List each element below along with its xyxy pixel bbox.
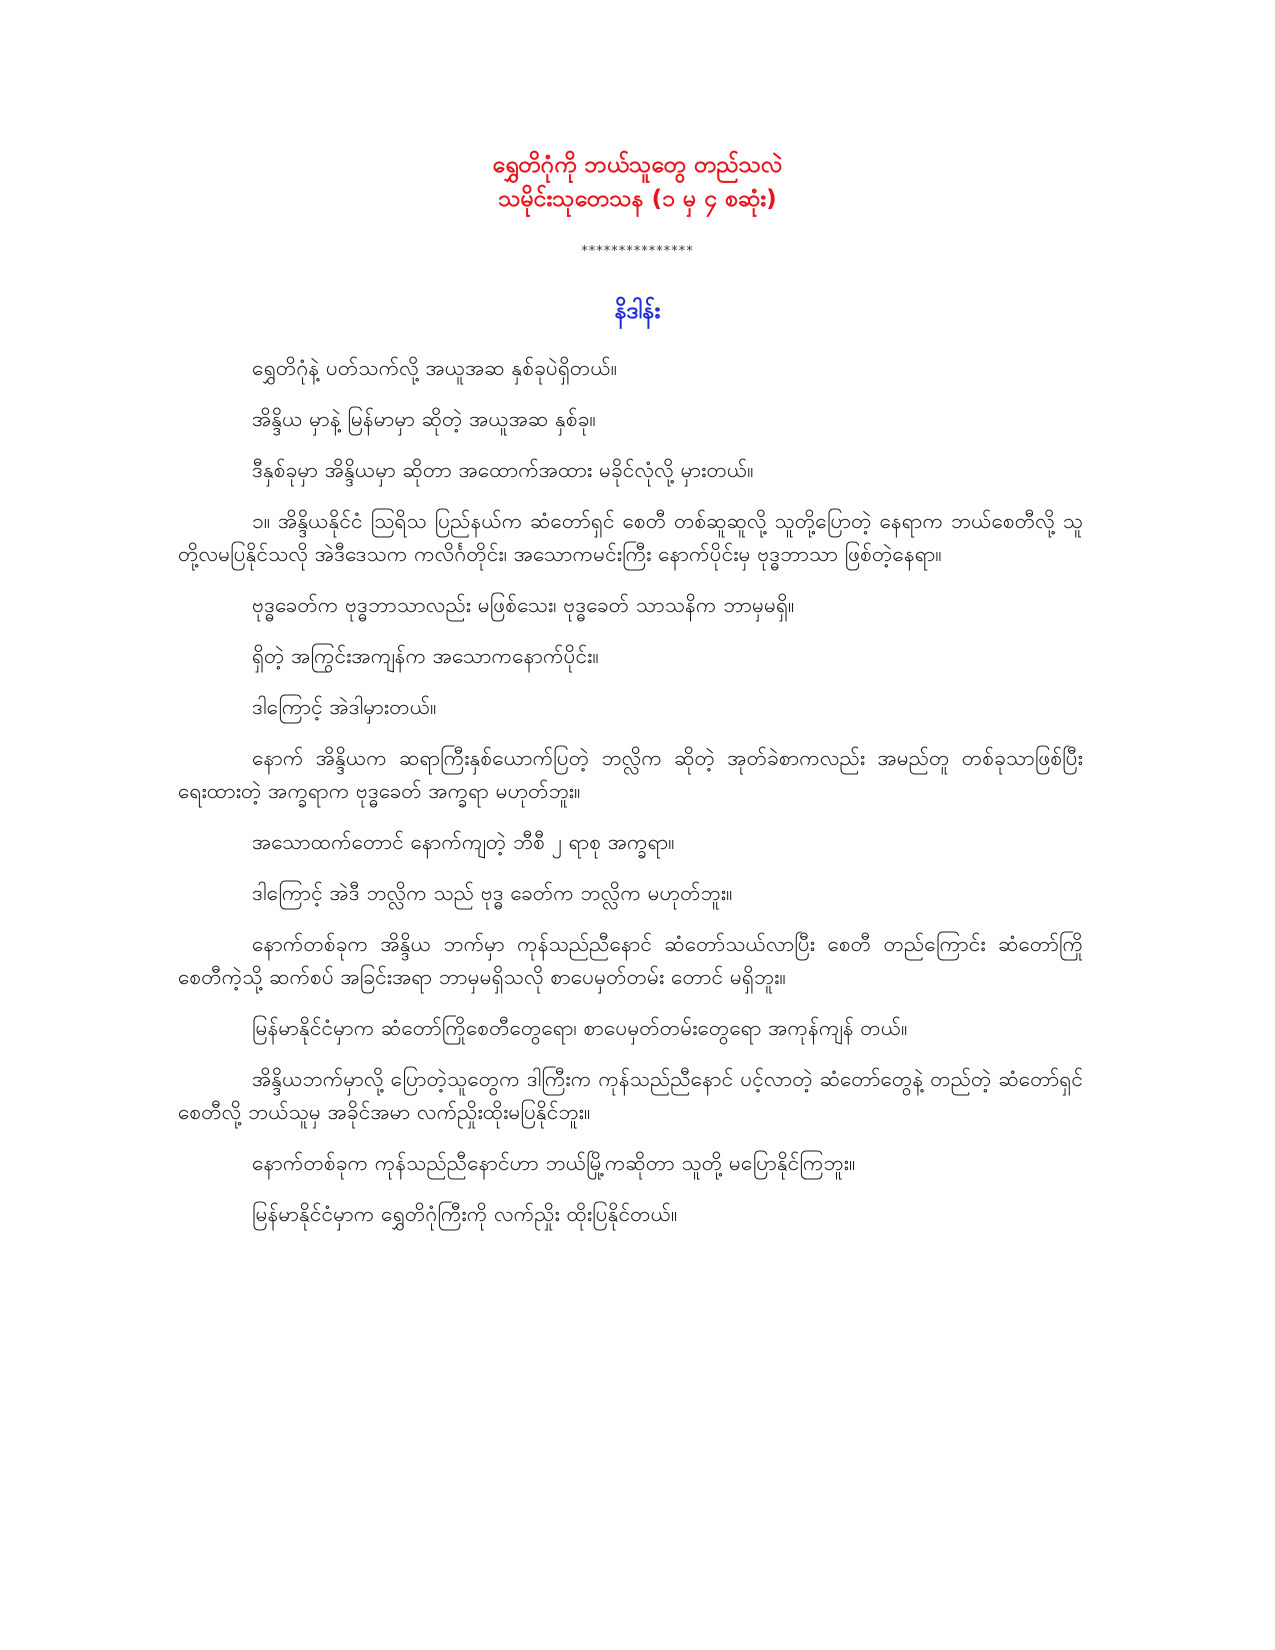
body-text (178, 352, 1083, 1249)
paragraph-1: ရွှေတိဂုံနဲ့ ပတ်သက်လို့ အယူအဆ နှစ်ခုပဲရှိတယ်။ (252, 356, 618, 380)
section-heading: နိဒါန်း (614, 298, 661, 324)
paragraph-8: နောက် အိန္ဒိယက ဆရာကြီးနှစ်ယောက်ပြတဲ့ ဘလ္လိက ဆိုတဲ့ အုတ်ခဲစာကလည်း အမည်တူ တစ်ခုသာဖြစ်ပြီး ရေးထားတဲ့ အက္ခရာက ဗုဒ္ဓခေတ် အက္ခရာ မဟုတ်ဘူး။ (178, 746, 1083, 803)
paragraph-9: အသောထက်တောင် နောက်ကျတဲ့ ဘီစီ ၂ ရာစု အက္ခရာ။ (252, 830, 675, 854)
title-block (0, 148, 1275, 216)
asterisk-separator: *************** (581, 244, 694, 259)
paragraph-2: အိန္ဒိယ မှာနဲ့ မြန်မာမှာ ဆိုတဲ့ အယူအဆ နှစ်ခု။ (252, 407, 596, 431)
paragraph-4: ၁။ အိန္ဒိယနိုင်ငံ ဩရိသ ပြည်နယ်က ဆံတော်ရှင် စေတီ တစ်ဆူဆူလို့ သူတို့ပြောတဲ့ နေရာက ဘယ်စေတီလို့ သူတို့လမပြနိုင်သလို အဲဒီဒေသက ကလိင်္ဂတိုင်း၊ အသောကမင်းကြီး နောက်ပိုင်းမှ ဗုဒ္ဓဘာသာ ဖြစ်တဲ့နေရာ။ (178, 509, 1084, 566)
paragraph-15: မြန်မာနိုင်ငံမှာက ရွှေတိဂုံကြီးကို လက်ညှိုး ထိုးပြနိုင်တယ်။ (252, 1202, 678, 1226)
paragraph-11: နောက်တစ်ခုက အိန္ဒိယ ဘက်မှာ ကုန်သည်ညီနောင် ဆံတော်သယ်လာပြီး စေတီ တည်ကြောင်း ဆံတော်ကြိုစေတီကဲ့သို့ ဆက်စပ် အခြင်းအရာ ဘာမှမရှိသလို စာပေမှတ်တမ်း တောင် မရှိဘူး။ (178, 932, 1083, 989)
page-title: ရွှေတိဂုံကို ဘယ်သူတွေ တည်သလဲ (492, 152, 783, 178)
paragraph-7: ဒါကြောင့် အဲဒါမှားတယ်။ (252, 695, 437, 719)
page-subtitle: သမိုင်းသုတေသန (၁ မှ ၄ စဆုံး) (498, 186, 777, 212)
paragraph-3: ဒီနှစ်ခုမှာ အိန္ဒိယမှာ ဆိုတာ အထောက်အထား မခိုင်လုံလို့ မှားတယ်။ (252, 458, 754, 482)
paragraph-6: ရှိတဲ့ အကြွင်းအကျန်က အသောကနောက်ပိုင်း။ (252, 644, 599, 668)
paragraph-10: ဒါကြောင့် အဲဒီ ဘလ္လိက သည် ဗုဒ္ဓ ခေတ်က ဘလ္လိက မဟုတ်ဘူး။ (252, 881, 733, 905)
paragraph-14: နောက်တစ်ခုက ကုန်သည်ညီနောင်ဟာ ဘယ်မြို့ကဆိုတာ သူတို့ မပြောနိုင်ကြဘူး။ (252, 1151, 856, 1175)
paragraph-5: ဗုဒ္ဓခေတ်က ဗုဒ္ဓဘာသာလည်း မဖြစ်သေး၊ ဗုဒ္ဓခေတ် သာသနိက ဘာမှမရှိ။ (252, 593, 795, 617)
paragraph-12: မြန်မာနိုင်ငံမှာက ဆံတော်ကြိုစေတီတွေရော၊ စာပေမှတ်တမ်းတွေရော အကုန်ကျန် တယ်။ (252, 1016, 908, 1040)
paragraph-13: အိန္ဒိယဘက်မှာလို့ ပြောတဲ့သူတွေက ဒါကြီးက ကုန်သည်ညီနောင် ပင့်လာတဲ့ ဆံတော်တွေနဲ့ တည်တဲ့ ဆံတော်ရှင်စေတီလို့ ဘယ်သူမှ အခိုင်အမာ လက်ညှိုးထိုးမပြနိုင်ဘူး။ (178, 1067, 1083, 1124)
